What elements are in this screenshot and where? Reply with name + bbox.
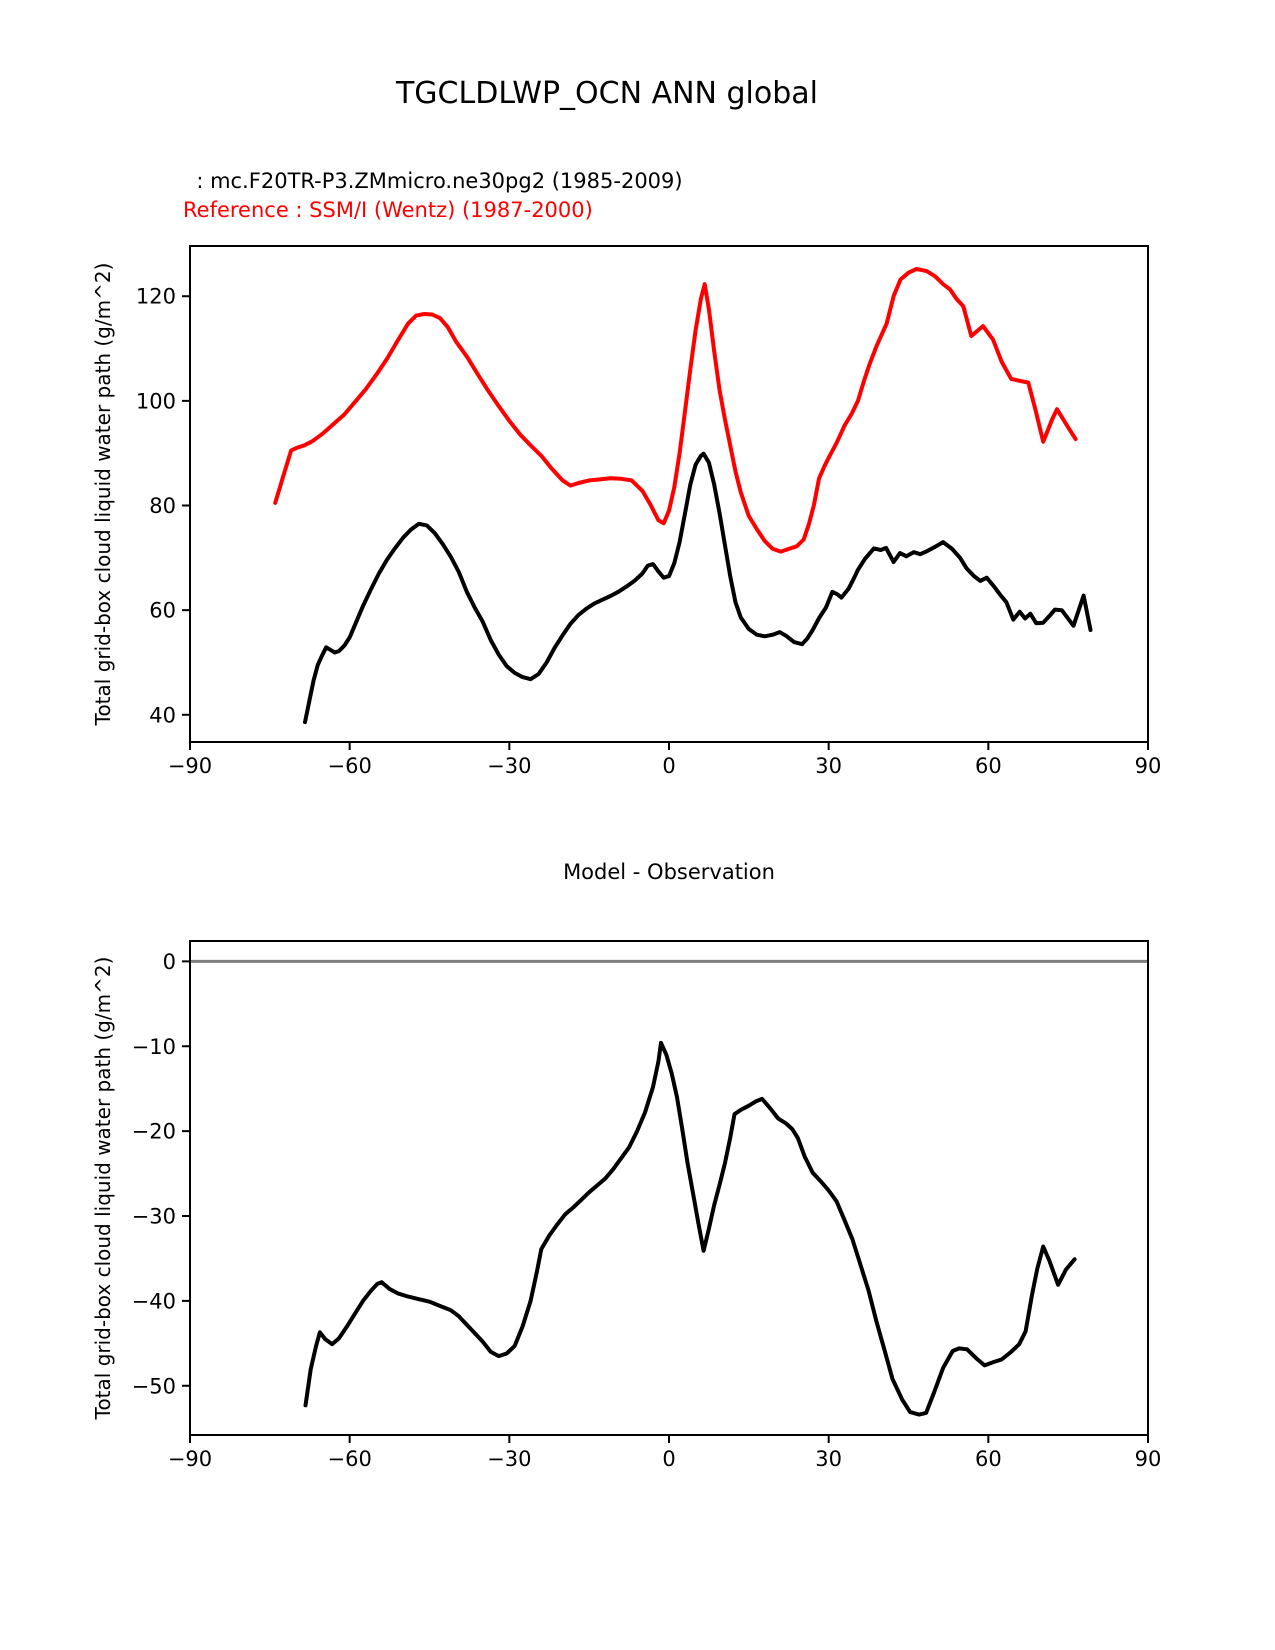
bottom-plot-ylabel: Total grid-box cloud liquid water path (g/m^2)	[91, 956, 115, 1420]
bottom-plot-x-tick-label: −90	[167, 1447, 213, 1471]
top-plot-x-tick-label: 90	[1134, 754, 1162, 778]
bottom-plot-y-tick-label: −40	[131, 1289, 176, 1314]
bottom-plot-y-tick-label: −50	[131, 1374, 176, 1399]
top-plot-axes-box	[190, 246, 1148, 742]
bottom-plot-x-tick-label: 30	[815, 1447, 843, 1471]
model-line	[305, 454, 1091, 722]
top-plot-ylabel: Total grid-box cloud liquid water path (g/m^2)	[91, 262, 115, 726]
top-plot-x-tick-label: −30	[487, 754, 532, 778]
legend-reference-label: Reference : SSM/I (Wentz) (1987-2000)	[183, 198, 593, 222]
bottom-plot-x-tick-label: 0	[662, 1447, 676, 1471]
bottom-plot-title: Model - Observation	[563, 860, 775, 884]
bottom-plot-axes-box	[190, 941, 1148, 1435]
bottom-plot-y-tick-label: −30	[131, 1204, 176, 1229]
top-plot-x-tick-label: −90	[167, 754, 213, 778]
top-plot-x-tick-label: 0	[662, 754, 676, 778]
top-plot-x-tick-label: 60	[974, 754, 1002, 778]
bottom-plot-y-tick-label: −20	[131, 1119, 176, 1144]
top-plot-y-tick-label: 80	[149, 494, 176, 519]
bottom-plot-x-tick-label: −60	[327, 1447, 372, 1471]
bottom-plot-y-tick-label: −10	[131, 1034, 176, 1059]
legend-model-label: : mc.F20TR-P3.ZMmicro.ne30pg2 (1985-2009)	[183, 169, 683, 193]
bottom-plot-y-tick-label: 0	[162, 949, 176, 974]
top-plot-y-tick-label: 100	[135, 389, 176, 414]
figure-title: TGCLDLWP_OCN ANN global	[395, 76, 819, 111]
reference-line	[275, 269, 1075, 552]
bottom-plot-x-tick-label: −30	[487, 1447, 532, 1471]
top-plot-x-tick-label: −60	[327, 754, 372, 778]
top-plot-y-tick-label: 40	[149, 703, 176, 728]
difference-line	[306, 1043, 1075, 1415]
top-plot-y-tick-label: 120	[135, 284, 176, 309]
top-plot-y-tick-label: 60	[149, 598, 176, 623]
bottom-plot-x-tick-label: 60	[974, 1447, 1002, 1471]
bottom-plot-x-tick-label: 90	[1134, 1447, 1162, 1471]
top-plot-x-tick-label: 30	[815, 754, 843, 778]
